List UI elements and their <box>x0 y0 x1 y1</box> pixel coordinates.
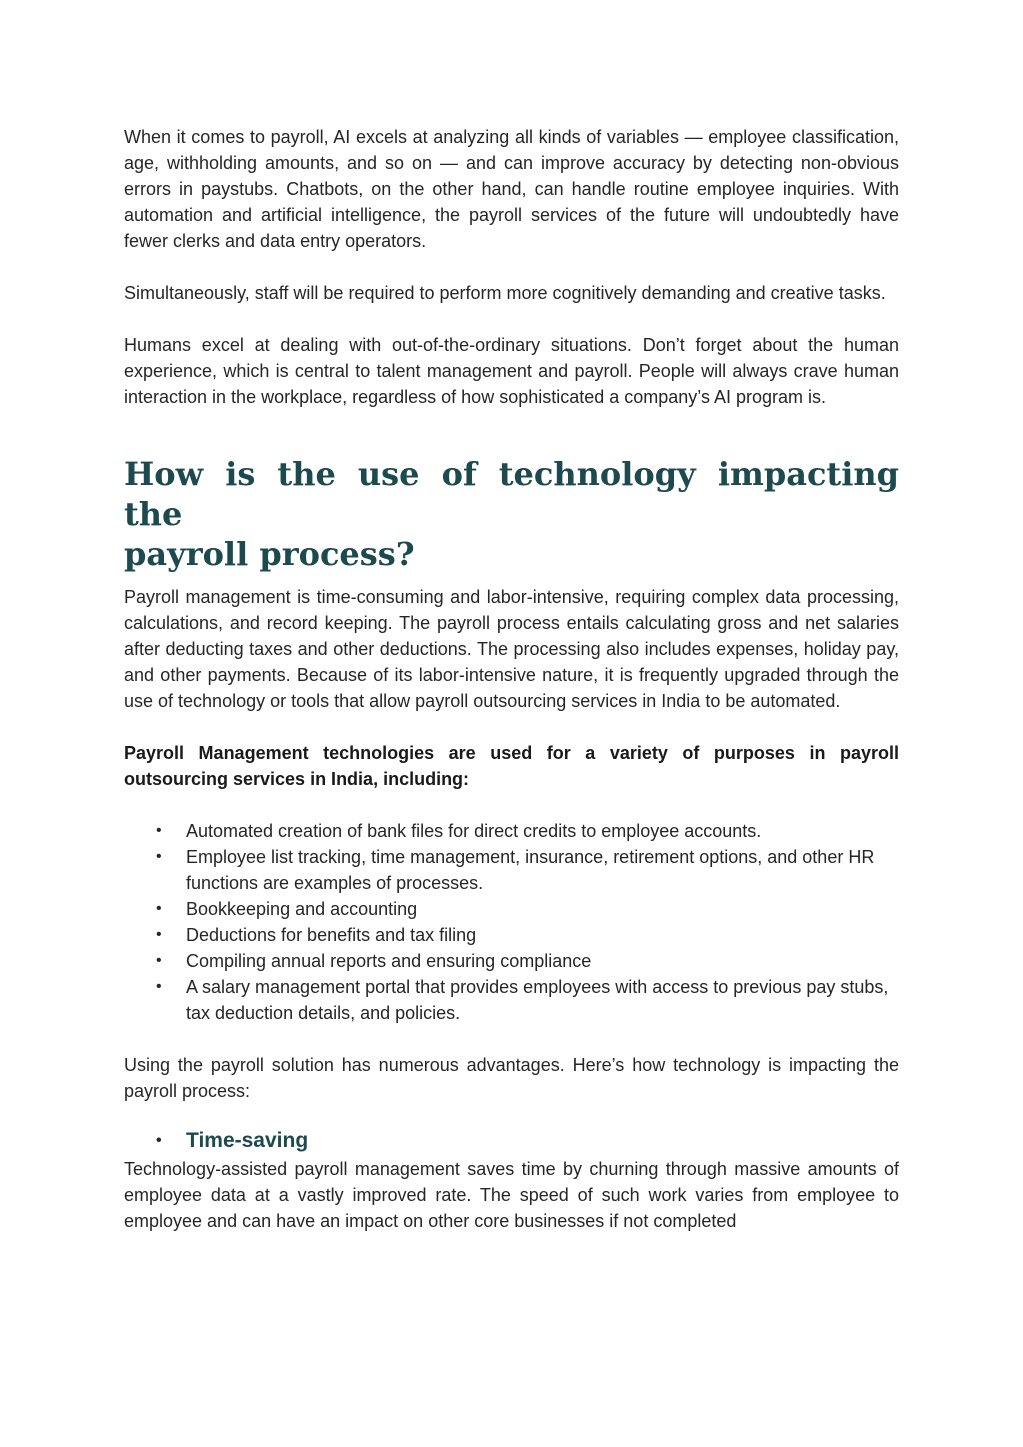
list-item: • A salary management portal that provides employees with access to previous pay stubs, tax deduction details, and policies. <box>124 974 899 1026</box>
intro-paragraph-2: Simultaneously, staff will be required to perform more cognitively demanding and creative tasks. <box>124 283 886 303</box>
time-saving-heading <box>124 1126 899 1156</box>
section-paragraph-3: Technology-assisted payroll management saves time by churning through massive amounts of employee data at a vastly improved rate. The speed of such work varies from employee to employee and can have an impact on other core businesses if not completed <box>124 1159 899 1231</box>
list-item: • Employee list tracking, time management, insurance, retirement options, and other HR functions are examples of processes. <box>124 844 899 896</box>
technologies-intro: Payroll Management technologies are used for a variety of purposes in payroll outsourcing services in India, including: <box>124 743 899 789</box>
technologies-list <box>124 818 899 1026</box>
bullet-icon: • <box>156 822 162 839</box>
section-heading-line-1: How is the use of technology impacting the <box>124 455 899 533</box>
section-heading <box>124 454 899 574</box>
bullet-icon: • <box>156 900 162 917</box>
list-item: • Compiling annual reports and ensuring compliance <box>124 948 899 974</box>
document-page <box>124 124 899 1234</box>
bullet-icon: • <box>156 1132 162 1149</box>
intro-paragraph-1: When it comes to payroll, AI excels at analyzing all kinds of variables — employee classification, age, withholding amounts, and so on — and can improve accuracy by detecting non-obvious errors in paystubs. Chatbots, on the other hand, can handle routine employee inquiries. With automation and artificial intelligence, the payroll services of the future will undoubtedly have fewer clerks and data entry operators. <box>124 127 899 251</box>
bullet-icon: • <box>156 952 162 969</box>
list-item: • Bookkeeping and accounting <box>124 896 899 922</box>
section-paragraph-1: Payroll management is time-consuming and labor-intensive, requiring complex data processing, calculations, and record keeping. The payroll process entails calculating gross and net salaries after deducting taxes and other deductions. The processing also includes expenses, holiday pay, and other payments. Because of its labor-intensive nature, it is frequently upgraded through the use of technology or tools that allow payroll outsourcing services in India to be automated. <box>124 587 899 711</box>
intro-paragraph-3: Humans excel at dealing with out-of-the-ordinary situations. Don’t forget about the human experience, which is central to talent management and payroll. People will always crave human interaction in the workplace, regardless of how sophisticated a company’s AI program is. <box>124 335 899 407</box>
section-paragraph-2: Using the payroll solution has numerous advantages. Here’s how technology is impacting the payroll process: <box>124 1055 899 1101</box>
section-heading-line-2: payroll process? <box>124 535 415 573</box>
time-saving-label: Time-saving <box>186 1129 309 1152</box>
bullet-icon: • <box>156 848 162 865</box>
bullet-icon: • <box>156 926 162 943</box>
list-item: • Automated creation of bank files for direct credits to employee accounts. <box>124 818 899 844</box>
bullet-icon: • <box>156 978 162 995</box>
list-item: • Deductions for benefits and tax filing <box>124 922 899 948</box>
